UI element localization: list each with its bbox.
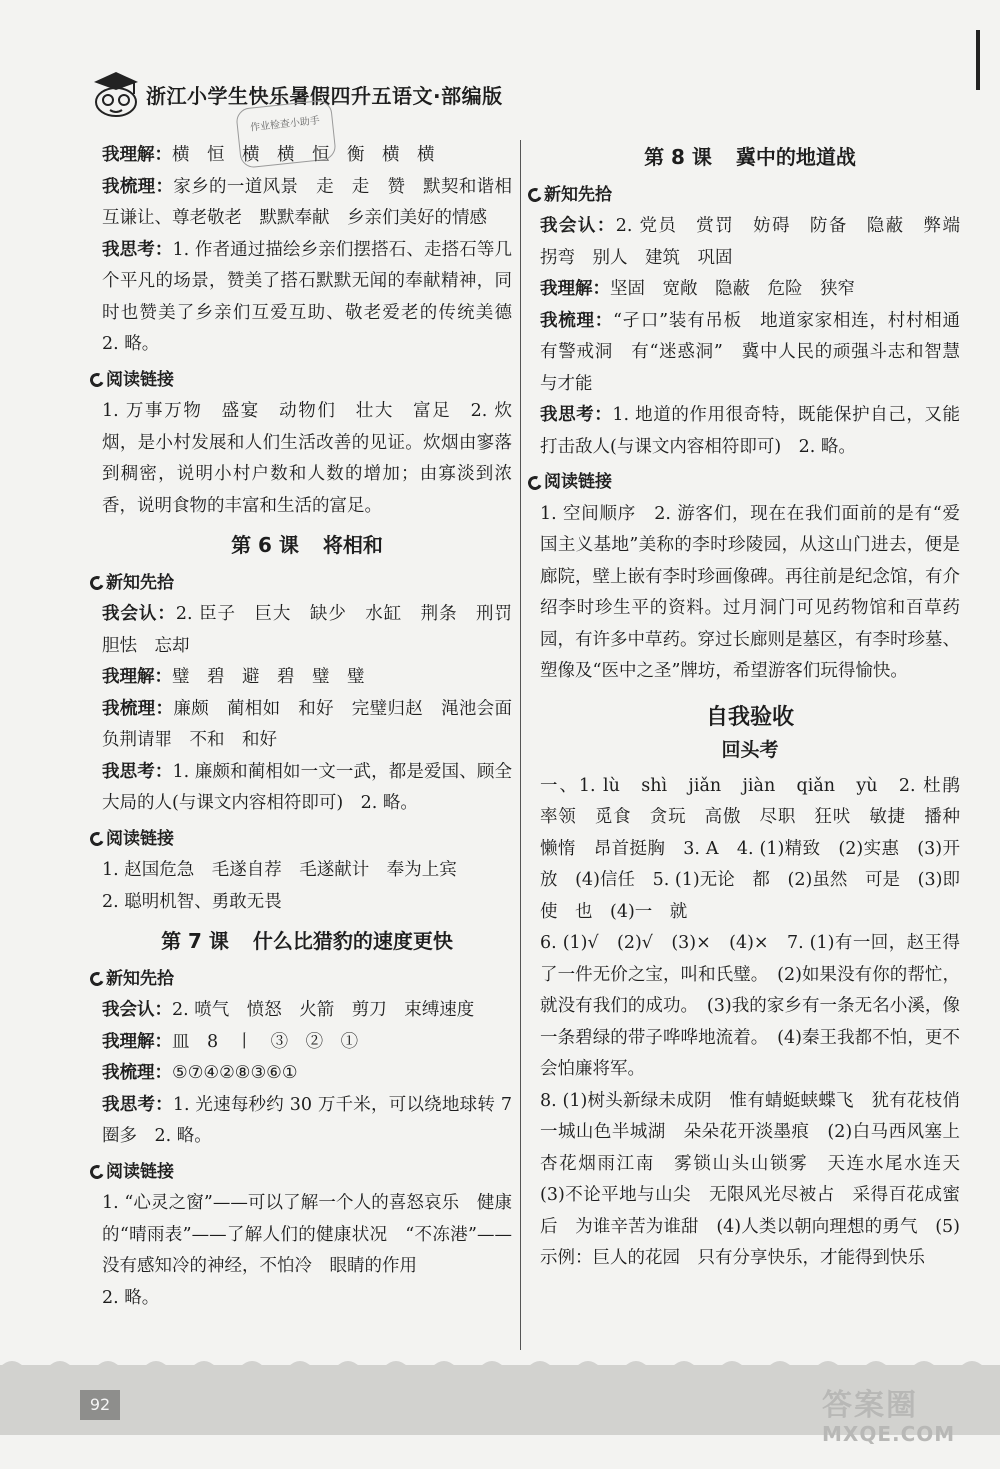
section-heading: 新知先拾: [90, 568, 512, 600]
edge-mark: [976, 30, 980, 90]
lesson-title: 第 8 课 冀中的地道战: [644, 145, 856, 169]
answer-paragraph: 1. “心灵之窗”——可以了解一个人的喜怒哀乐 健康的“晴雨表”——了解人们的健康状况 “不冻港”——没有感知冷的神经，不怕冷 眼睛的作用: [102, 1193, 512, 1276]
site-watermark: 答案圈 MXQE.COM: [822, 1388, 956, 1446]
answer-line: 我理解：横 恒 横 横 恒 衡 横 横: [102, 145, 435, 165]
answer-line: 我梳理：廉颇 蔺相如 和好 完璧归赵 渑池会面 负荆请罪 不和 和好: [102, 698, 530, 750]
section-marker-icon: [526, 186, 544, 204]
answer-paragraph: 一、1. lù shì jiǎn jiàn qiǎn yù 2. 杜鹃 率领 觅食 贪玩 高傲 尽职 狂吠 敏捷 播种 懒惰 昂首挺胸 3. A 4. (1)精致 (2)实惠 (3)开放 (4)信任 5. (1)无论 都 (2)虽然 可是 (3)即使 也 (4)一 就: [540, 775, 978, 922]
section-marker-icon: [88, 830, 106, 848]
self-check-title: 自我验收: [705, 704, 794, 730]
review-title: 回头考: [721, 739, 779, 761]
section-marker-icon: [526, 474, 544, 492]
checker-stamp: 作业检查小助手: [235, 99, 337, 169]
student-mascot-icon: [88, 68, 144, 118]
answer-paragraph: 1. 空间顺序 2. 游客们，现在在我们面前的是有“爱国主义基地”美称的李时珍陵园，从这山门进去，便是廊院，壁上嵌有李时珍画像碑。再往前是纪念馆，有介绍李时珍生平的资料。过月洞门可见药物馆和百草药园，有许多中草药。穿过长廊则是墓区，有李时珍墓、塑像及“医中之圣”牌坊，希望游客们玩得愉快。: [540, 503, 960, 681]
page-number: 92: [80, 1390, 120, 1420]
answer-line: 我思考：1. 光速每秒约 30 万千米，可以绕地球转 7 圈多 2. 略。: [102, 1094, 513, 1146]
answer-paragraph: 8. (1)树头新绿未成阴 惟有蜻蜓蛱蝶飞 犹有花枝俏 一城山色半城湖 朵朵花开淡墨痕 (2)白马西风塞上 杏花烟雨江南 雾锁山头山锁雾 天连水尾水连天 (3)不论平地与山尖 无限风光尽被占 采得百花成蜜后 为谁辛苦为谁甜 (4)人类以朝向理想的勇气 (5)示例：巨人的花园 只有分享快乐，才能得到快乐: [540, 1090, 978, 1268]
answer-line: 我梳理：家乡的一道风景 走 走 赞 默契和谐相互谦让、尊老敬老 默默奉献 乡亲们美好的情感: [102, 176, 513, 228]
section-marker-icon: [88, 371, 106, 389]
section-heading: 阅读链接: [90, 824, 512, 856]
section-heading: 新知先拾: [528, 180, 960, 212]
answer-line: 我梳理：⑤⑦④②⑧③⑥①: [102, 1063, 298, 1083]
section-marker-icon: [88, 574, 106, 592]
section-heading: 阅读链接: [528, 467, 960, 499]
answer-paragraph: 6. (1)√ (2)√ (3)× (4)× 7. (1)有一回，赵王得了一件无价之宝，叫和氏璧。 (2)如果没有你的帮忙，就没有我们的成功。 (3)我的家乡有一条无名小溪，像一条碧绿的带子哗哗地流着。 (4)秦王我都不怕，更不会怕廉将军。: [540, 933, 960, 1079]
book-title: 浙江小学生快乐暑假四升五语文·部编版: [146, 84, 503, 108]
answer-line: 1. 赵国危急 毛遂自荐 毛遂献计 奉为上宾: [102, 860, 457, 880]
answer-line: 我梳理：“孑口”装有吊板 地道家家相连，村村相通 有警戒洞 有“迷惑洞” 冀中人民的顽强斗志和智慧与才能: [540, 310, 978, 394]
answer-line: 我会认：2. 臣子 巨大 缺少 水缸 荆条 刑罚 胆怯 忘却: [102, 604, 530, 656]
section-marker-icon: [88, 1163, 106, 1181]
section-marker-icon: [88, 970, 106, 988]
answer-line: 我理解：皿 8 丨 ③ ② ①: [102, 1031, 359, 1052]
answer-line: 我思考：1. 地道的作用很奇特，既能保护自己，又能打击敌人(与课文内容相符即可) 2. 略。: [540, 405, 961, 457]
section-heading: 阅读链接: [90, 365, 512, 397]
answer-line: 我思考：1. 廉颇和蔺相如一文一武，都是爱国、顾全大局的人(与课文内容相符即可) 2. 略。: [102, 761, 512, 813]
page-header: [0, 60, 1000, 134]
answer-line: 我会认：2. 党员 赏罚 妨碍 防备 隐蔽 弊端 拐弯 别人 建筑 巩固: [540, 216, 978, 268]
answer-line: 我思考：1. 作者通过描绘乡亲们摆搭石、走搭石等几个平凡的场景，赞美了搭石默默无闻的奉献精神，同时也赞美了乡亲们互爱互助、敬老爱老的传统美德 2. 略。: [102, 239, 530, 354]
answer-line: 我理解：璧 碧 避 碧 璧 璧: [102, 667, 365, 687]
left-column: [102, 140, 530, 1314]
answer-line: 我理解：坚固 宽敞 隐蔽 危险 狭窄: [540, 279, 855, 299]
answer-line: 2. 聪明机智、勇敢无畏: [102, 891, 282, 912]
answer-paragraph: 1. 万事万物 盛宴 动物们 壮大 富足 2. 炊烟，是小村发展和人们生活改善的见证。炊烟由寥落到稠密，说明小村户数和人数的增加；由寡淡到浓香，说明食物的丰富和生活的富足。: [102, 401, 512, 516]
lesson-title: 第 6 课 将相和: [231, 533, 383, 557]
lesson-title: 第 7 课 什么比猎豹的速度更快: [161, 929, 453, 953]
section-heading: 阅读链接: [90, 1157, 512, 1189]
section-heading: 新知先拾: [90, 964, 512, 996]
answer-line: 我会认：2. 喷气 愤怒 火箭 剪刀 束缚速度: [102, 1000, 475, 1020]
right-column: [540, 140, 978, 1275]
answer-line: 2. 略。: [102, 1287, 160, 1308]
